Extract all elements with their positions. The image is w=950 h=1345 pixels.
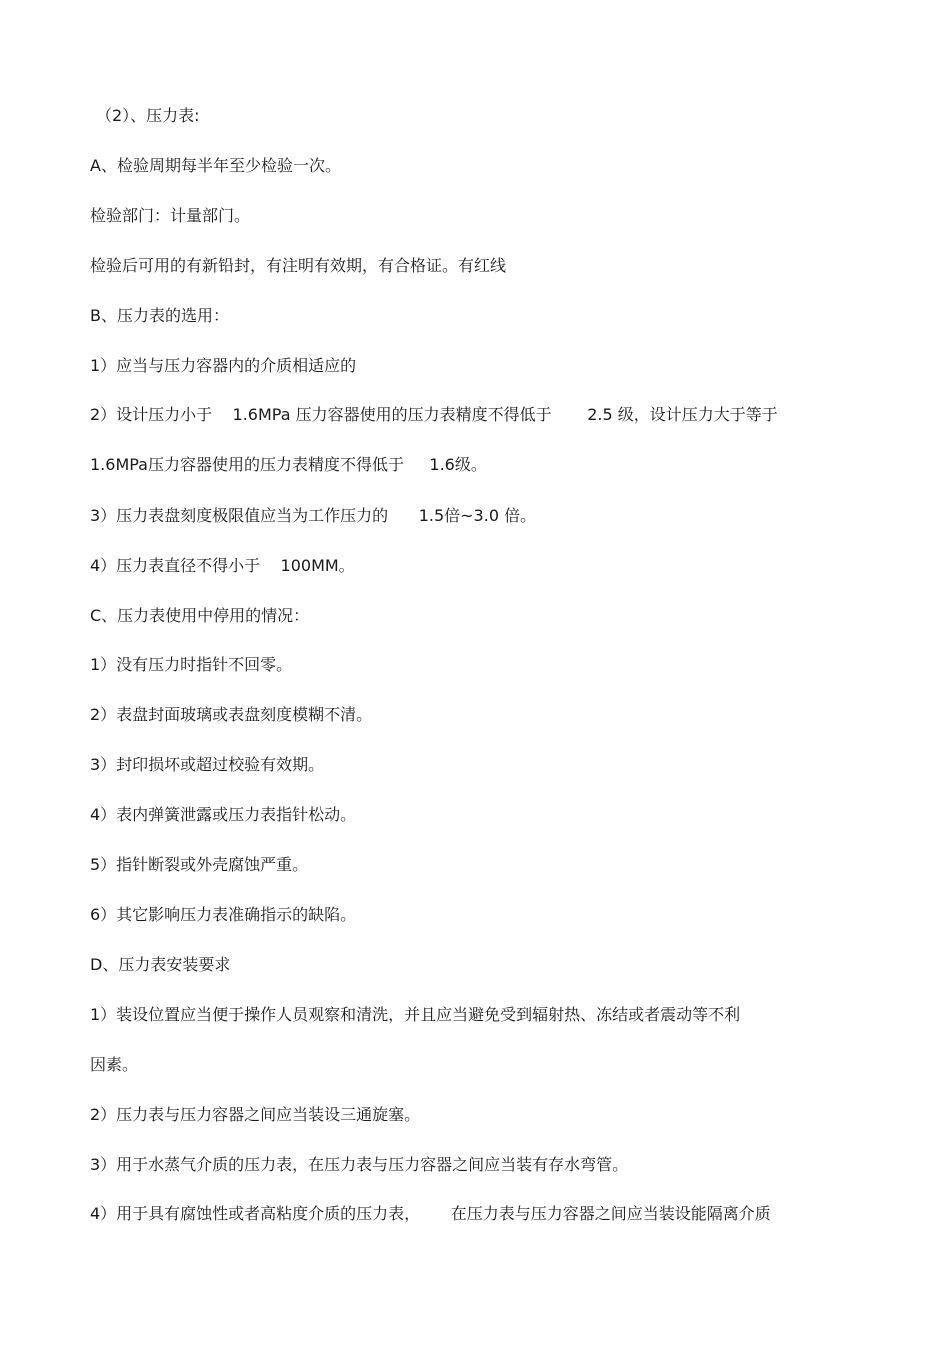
item-b-selection-heading: B、压力表的选用： bbox=[90, 306, 229, 325]
selection-item-2: 2）设计压力小于 1.6MPa 压力容器使用的压力表精度不得低于 2.5 级，设计压力大于等于 bbox=[90, 405, 778, 424]
inspection-seal-note: 检验后可用的有新铅封，有注明有效期，有合格证。有红线 bbox=[90, 256, 507, 275]
stop-use-item-6: 6）其它影响压力表准确指示的缺陷。 bbox=[90, 905, 357, 924]
stop-use-item-4: 4）表内弹簧泄露或压力表指针松动。 bbox=[90, 805, 357, 824]
installation-item-1-continued: 因素。 bbox=[90, 1055, 139, 1074]
selection-item-3: 3）压力表盘刻度极限值应当为工作压力的 1.5倍~3.0 倍。 bbox=[90, 506, 537, 525]
stop-use-item-5: 5）指针断裂或外壳腐蚀严重。 bbox=[90, 855, 309, 874]
selection-item-2-continued: 1.6MPa压力容器使用的压力表精度不得低于 1.6级。 bbox=[90, 455, 487, 474]
stop-use-item-2: 2）表盘封面玻璃或表盘刻度模糊不清。 bbox=[90, 705, 373, 724]
selection-item-1: 1）应当与压力容器内的介质相适应的 bbox=[90, 356, 357, 375]
item-a-inspection-cycle: A、检验周期每半年至少检验一次。 bbox=[90, 156, 341, 175]
installation-item-4: 4）用于具有腐蚀性或者高粘度介质的压力表， 在压力表与压力容器之间应当装设能隔离介质 bbox=[90, 1204, 771, 1223]
installation-item-3: 3）用于水蒸气介质的压力表，在压力表与压力容器之间应当装有存水弯管。 bbox=[90, 1155, 629, 1174]
item-d-installation-heading: D、压力表安装要求 bbox=[90, 955, 231, 974]
stop-use-item-1: 1）没有压力时指针不回零。 bbox=[90, 655, 293, 674]
installation-item-1: 1）装设位置应当便于操作人员观察和清洗，并且应当避免受到辐射热、冻结或者震动等不利 bbox=[90, 1005, 741, 1024]
inspection-department: 检验部门：计量部门。 bbox=[90, 206, 251, 225]
section-heading-pressure-gauge: （2）、压力表: bbox=[96, 106, 200, 125]
selection-item-4: 4）压力表直径不得小于 100MM。 bbox=[90, 556, 355, 575]
stop-use-item-3: 3）封印损坏或超过校验有效期。 bbox=[90, 755, 325, 774]
installation-item-2: 2）压力表与压力容器之间应当装设三通旋塞。 bbox=[90, 1105, 421, 1124]
item-c-stop-use-heading: C、压力表使用中停用的情况： bbox=[90, 606, 310, 625]
